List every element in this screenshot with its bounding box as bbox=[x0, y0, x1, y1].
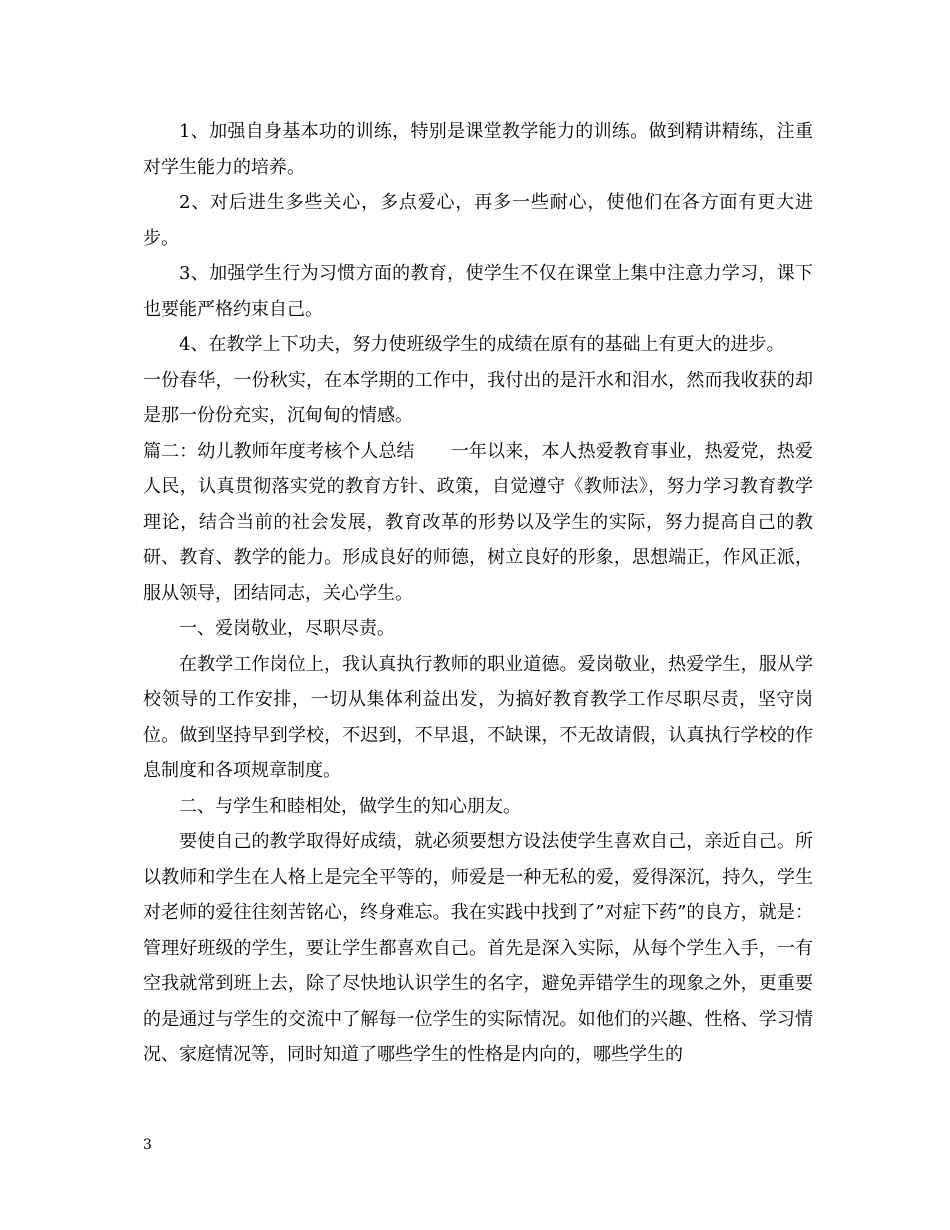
paragraph: 2、对后进生多些关心，多点爱心，再多一些耐心，使他们在各方面有更大进步。 bbox=[143, 192, 813, 249]
page-number: 3 bbox=[143, 1137, 152, 1153]
paragraph: 一份春华，一份秋实，在本学期的工作中，我付出的是汗水和泪水，然而我收获的却是那一份份充实，沉甸甸的情感。 bbox=[143, 369, 813, 426]
paragraph: 4、在教学上下功夫，努力使班级学生的成绩在原有的基础上有更大的进步。 bbox=[179, 334, 785, 355]
paragraph: 在教学工作岗位上，我认真执行教师的职业道德。爱岗敬业，热爱学生，服从学校领导的工作安排，一切从集体利益出发，为搞好教育教学工作尽职尽责，坚守岗位。做到坚持早到学校，不迟到，不早退，不缺课，不无故请假，认真执行学校的作息制度和各项规章制度。 bbox=[143, 653, 813, 781]
paragraph: 一、爱岗敬业，尽职尽责。 bbox=[179, 618, 395, 639]
paragraph: 3、加强学生行为习惯方面的教育，使学生不仅在课堂上集中注意力学习，课下也要能严格约束自己。 bbox=[143, 263, 813, 320]
paragraph: 要使自己的教学取得好成绩，就必须要想方设法使学生喜欢自己，亲近自己。所以教师和学生在人格上是完全平等的，师爱是一种无私的爱，爱得深沉，持久，学生对老师的爱往往刻苦铭心，终身难忘。我在实践中找到了”对症下药”的良方，就是：管理好班级的学生，要让学生都喜欢自己。首先是深入实际，从每个学生入手，一有空我就常到班上去，除了尽快地认识学生的名字，避免弄错学生的现象之外，更重要的是通过与学生的交流中了解每一位学生的实际情况。如他们的兴趣、性格、学习情况、家庭情况等，同时知道了哪些学生的性格是内向的，哪些学生的 bbox=[143, 831, 813, 1065]
paragraph: 1、加强自身基本功的训练，特别是课堂教学能力的训练。做到精讲精练，注重对学生能力的培养。 bbox=[143, 121, 813, 178]
paragraph: 二、与学生和睦相处，做学生的知心朋友。 bbox=[179, 795, 521, 817]
paragraph: 篇二：幼儿教师年度考核个人总结 一年以来，本人热爱教育事业，热爱党，热爱人民，认真贯彻落实党的教育方针、政策，自觉遵守《教师法》，努力学习教育教学理论，结合当前的社会发展，教育改革的形势以及学生的实际，努力提高自己的教研、教育、教学的能力。形成良好的师德，树立良好的形象，思想端正，作风正派，服从领导，团结同志，关心学生。 bbox=[143, 440, 813, 604]
document-body bbox=[143, 114, 813, 1073]
